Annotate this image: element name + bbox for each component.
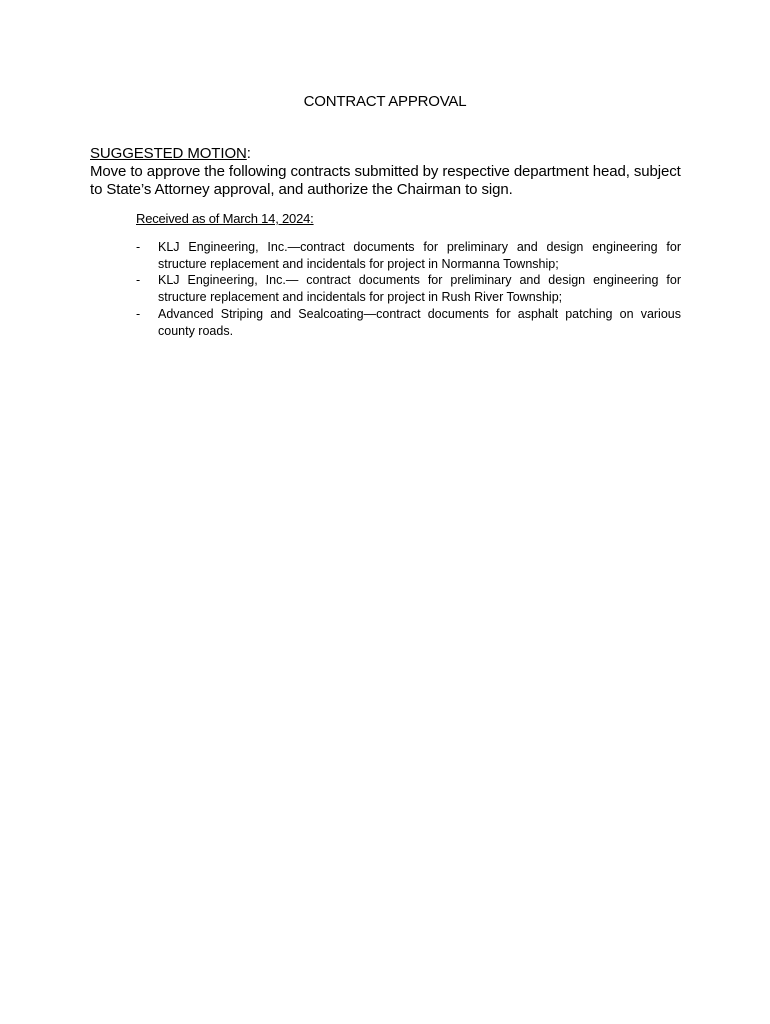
list-bullet: - bbox=[136, 306, 141, 321]
contract-item-text: KLJ Engineering, Inc.— contract documents for preliminary and design engineering for structure replacement and incidentals for project in Rush River Township; bbox=[158, 273, 681, 305]
contract-item-klj-rush-river bbox=[136, 272, 681, 305]
suggested-motion bbox=[90, 145, 700, 199]
contract-item-klj-normanna bbox=[136, 239, 681, 272]
contract-item-text: KLJ Engineering, Inc.—contract documents for preliminary and design engineering for structure replacement and incidentals for project in Normanna Township; bbox=[158, 240, 681, 271]
motion-heading-colon: : bbox=[246, 145, 251, 162]
list-bullet: - bbox=[136, 240, 141, 254]
document-title: CONTRACT APPROVAL bbox=[303, 93, 467, 110]
contract-item-text: Advanced Striping and Sealcoating—contract documents for asphalt patching on various county roads. bbox=[158, 306, 681, 338]
motion-heading-label: SUGGESTED MOTION bbox=[90, 145, 247, 162]
received-date-label: Received as of March 14, 2024: bbox=[136, 211, 314, 226]
contract-item-advanced-striping bbox=[136, 306, 681, 339]
contract-list bbox=[136, 239, 681, 339]
motion-text: Move to approve the following contracts submitted by respective department head, subject to State’s Attorney approval, and authorize the Chairman to sign. bbox=[90, 163, 681, 198]
motion-heading bbox=[90, 145, 700, 163]
list-bullet: - bbox=[136, 273, 141, 288]
